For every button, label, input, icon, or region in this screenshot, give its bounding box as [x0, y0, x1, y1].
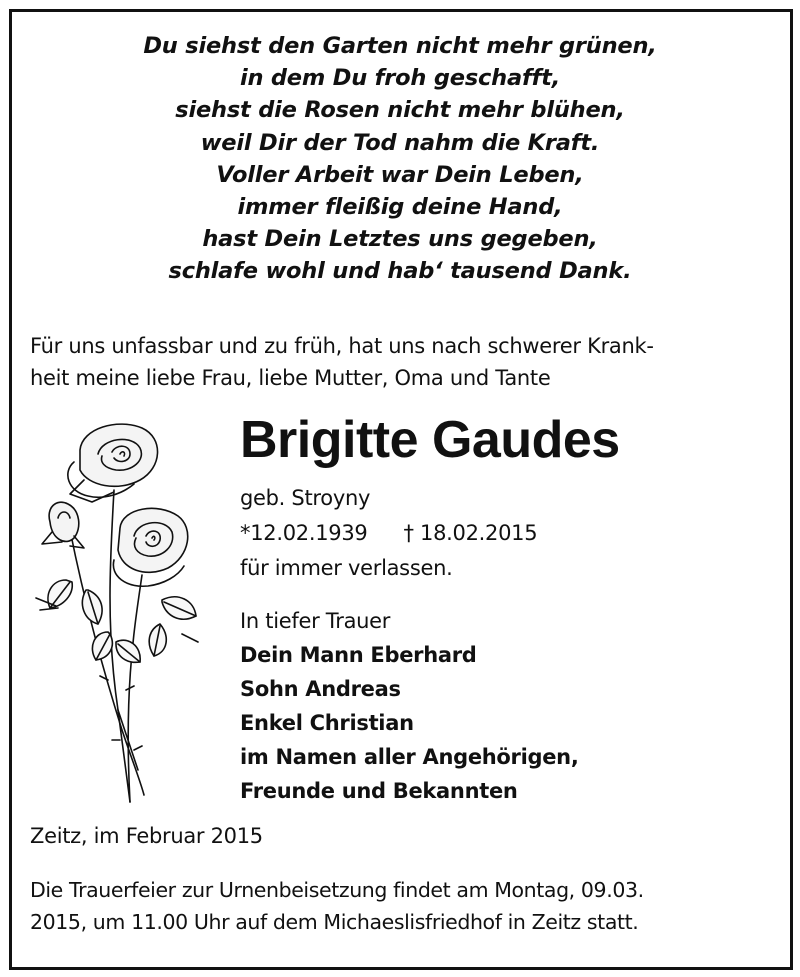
poem-line: immer fleißig deine Hand,	[237, 194, 563, 221]
roses-drawing-icon	[22, 410, 222, 810]
deceased-details	[240, 481, 537, 586]
mourner-name: Sohn Andreas	[240, 677, 401, 701]
life-dates	[240, 516, 537, 551]
funeral-line: Die Trauerfeier zur Urnenbeisetzung findet am Montag, 09.03.	[30, 878, 644, 902]
poem-line: Voller Arbeit war Dein Leben,	[216, 161, 584, 188]
poem-line: hast Dein Letztes uns gegeben,	[202, 226, 598, 253]
poem-line: siehst die Rosen nicht mehr blühen,	[175, 97, 625, 124]
intro-line: heit meine liebe Frau, liebe Mutter, Oma und Tante	[30, 366, 551, 390]
poem-line: weil Dir der Tod nahm die Kraft.	[200, 129, 600, 156]
birth-date: *12.02.1939	[240, 521, 368, 545]
mourning-heading: In tiefer Trauer	[240, 609, 391, 633]
mourners-block	[240, 604, 579, 808]
poem-line: schlafe wohl und hab‘ tausend Dank.	[168, 258, 632, 285]
intro-line: Für uns unfassbar und zu früh, hat uns nach schwerer Krank-	[30, 334, 654, 358]
poem-line: Du siehst den Garten nicht mehr grünen,	[143, 33, 657, 59]
closing-text: für immer verlassen.	[240, 556, 453, 580]
death-date: † 18.02.2015	[403, 521, 538, 545]
poem-line: in dem Du froh geschafft,	[239, 65, 561, 92]
poem	[0, 30, 800, 288]
maiden-name: geb. Stroyny	[240, 486, 371, 510]
place-date: Zeitz, im Februar 2015	[30, 824, 263, 848]
funeral-info	[30, 874, 775, 938]
mourner-name: im Namen aller Angehörigen,	[240, 745, 579, 769]
mourner-name: Dein Mann Eberhard	[240, 643, 477, 667]
funeral-line: 2015, um 11.00 Uhr auf dem Michaeslisfriedhof in Zeitz statt.	[30, 910, 639, 934]
deceased-name: Brigitte Gaudes	[240, 411, 620, 469]
mourner-name: Enkel Christian	[240, 711, 414, 735]
intro-text	[30, 330, 775, 394]
mourner-name: Freunde und Bekannten	[240, 779, 518, 803]
